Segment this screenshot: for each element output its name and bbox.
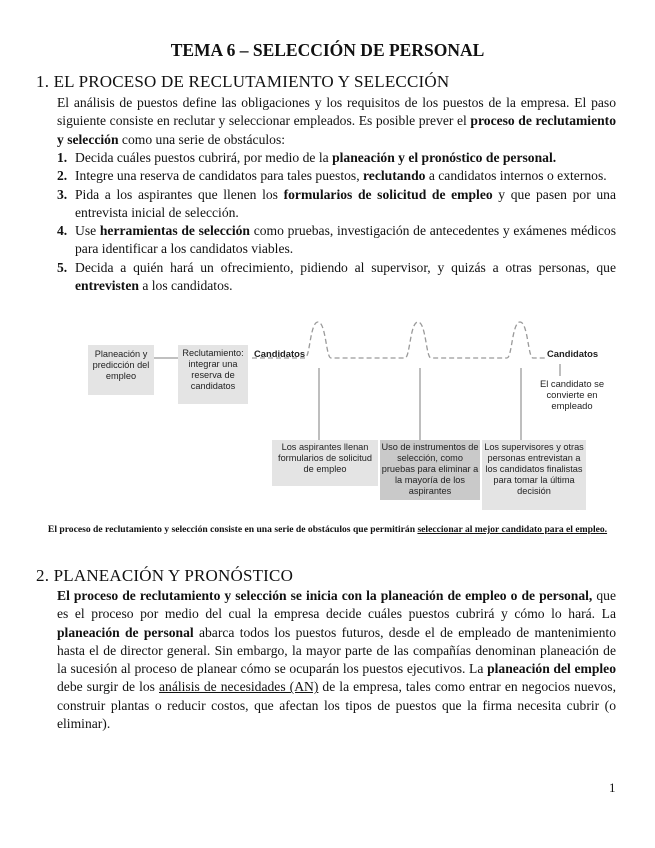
list-item: 5. Decida a quién hará un ofrecimiento, pidiendo al supervisor, y quizás a otras personas, que entrevisten a los candidatos. (57, 259, 616, 294)
page-number: 1 (609, 780, 616, 795)
page-title: TEMA 6 – SELECCIÓN DE PERSONAL (170, 40, 485, 60)
section-1-intro: El análisis de puestos define las obligaciones y los requisitos de los puestos de la empresa. El paso siguiente consiste en reclutar y seleccionar empleados. Es posible prever el proceso de reclutamiento y selección como una serie de obstáculos: (57, 95, 617, 147)
section-2-heading: 2. PLANEACIÓN Y PRONÓSTICO (36, 566, 294, 585)
box-instrumentos: Uso de instrumentos de selección, como pruebas para eliminar a la mayoría de los aspirantes (380, 440, 480, 500)
diagram-caption: El proceso de reclutamiento y selección consiste en una serie de obstáculos que permitirán seleccionar al mejor candidato para el empleo. (47, 524, 608, 535)
label-candidatos-left: Candidatos (254, 348, 306, 359)
section-2-body: El proceso de reclutamiento y selección se inicia con la planeación de empleo o de personal, que es el proceso por medio del cual la empresa decide cuáles puestos cubrirá y cómo lo hará. La planeación de personal abarca todos los puestos futuros, desde el de empleado de mantenimiento hasta el de director general. Sin embargo, la mayor parte de las compañías denominan planeación de la sucesión al proceso de planear cómo se ocuparán los puestos ejecutivos. La planeación del empleo debe surgir de los análisis de necesidades (AN) de la empresa, tales como entrar en negocios nuevos, construir plantas o reducir costos, que afectan los tipos de puestos que la firma necesita cubrir (o eliminar). (57, 588, 617, 732)
label-candidatos-right: Candidatos (547, 348, 599, 359)
section-1-heading: 1. EL PROCESO DE RECLUTAMIENTO Y SELECCIÓN (36, 72, 450, 91)
box-aspirantes: Los aspirantes llenan formularios de solicitud de empleo (272, 440, 378, 486)
list-item: 3. Pida a los aspirantes que llenen los formularios de solicitud de empleo y que pasen por una entrevista inicial de selección. (57, 186, 616, 220)
box-reclutamiento: Reclutamiento: integrar una reserva de candidatos (178, 345, 248, 404)
box-planeacion: Planeación y predicción del empleo (88, 345, 154, 395)
list-item: 4. Use herramientas de selección como pruebas, investigación de antecedentes y exámenes médicos para identificar a los candidatos viables. (57, 223, 616, 257)
list-item: 1. Decida cuáles puestos cubrirá, por medio de la planeación y el pronóstico de personal. (57, 150, 557, 165)
list-item: 2. Integre una reserva de candidatos para tales puestos, reclutando a candidatos internos o externos. (57, 168, 607, 184)
box-supervisores: Los supervisores y otras personas entrevistan a los candidatos finalistas para tomar la última decisión (482, 440, 586, 510)
label-convierte: El candidato se convierte en empleado (539, 378, 605, 411)
